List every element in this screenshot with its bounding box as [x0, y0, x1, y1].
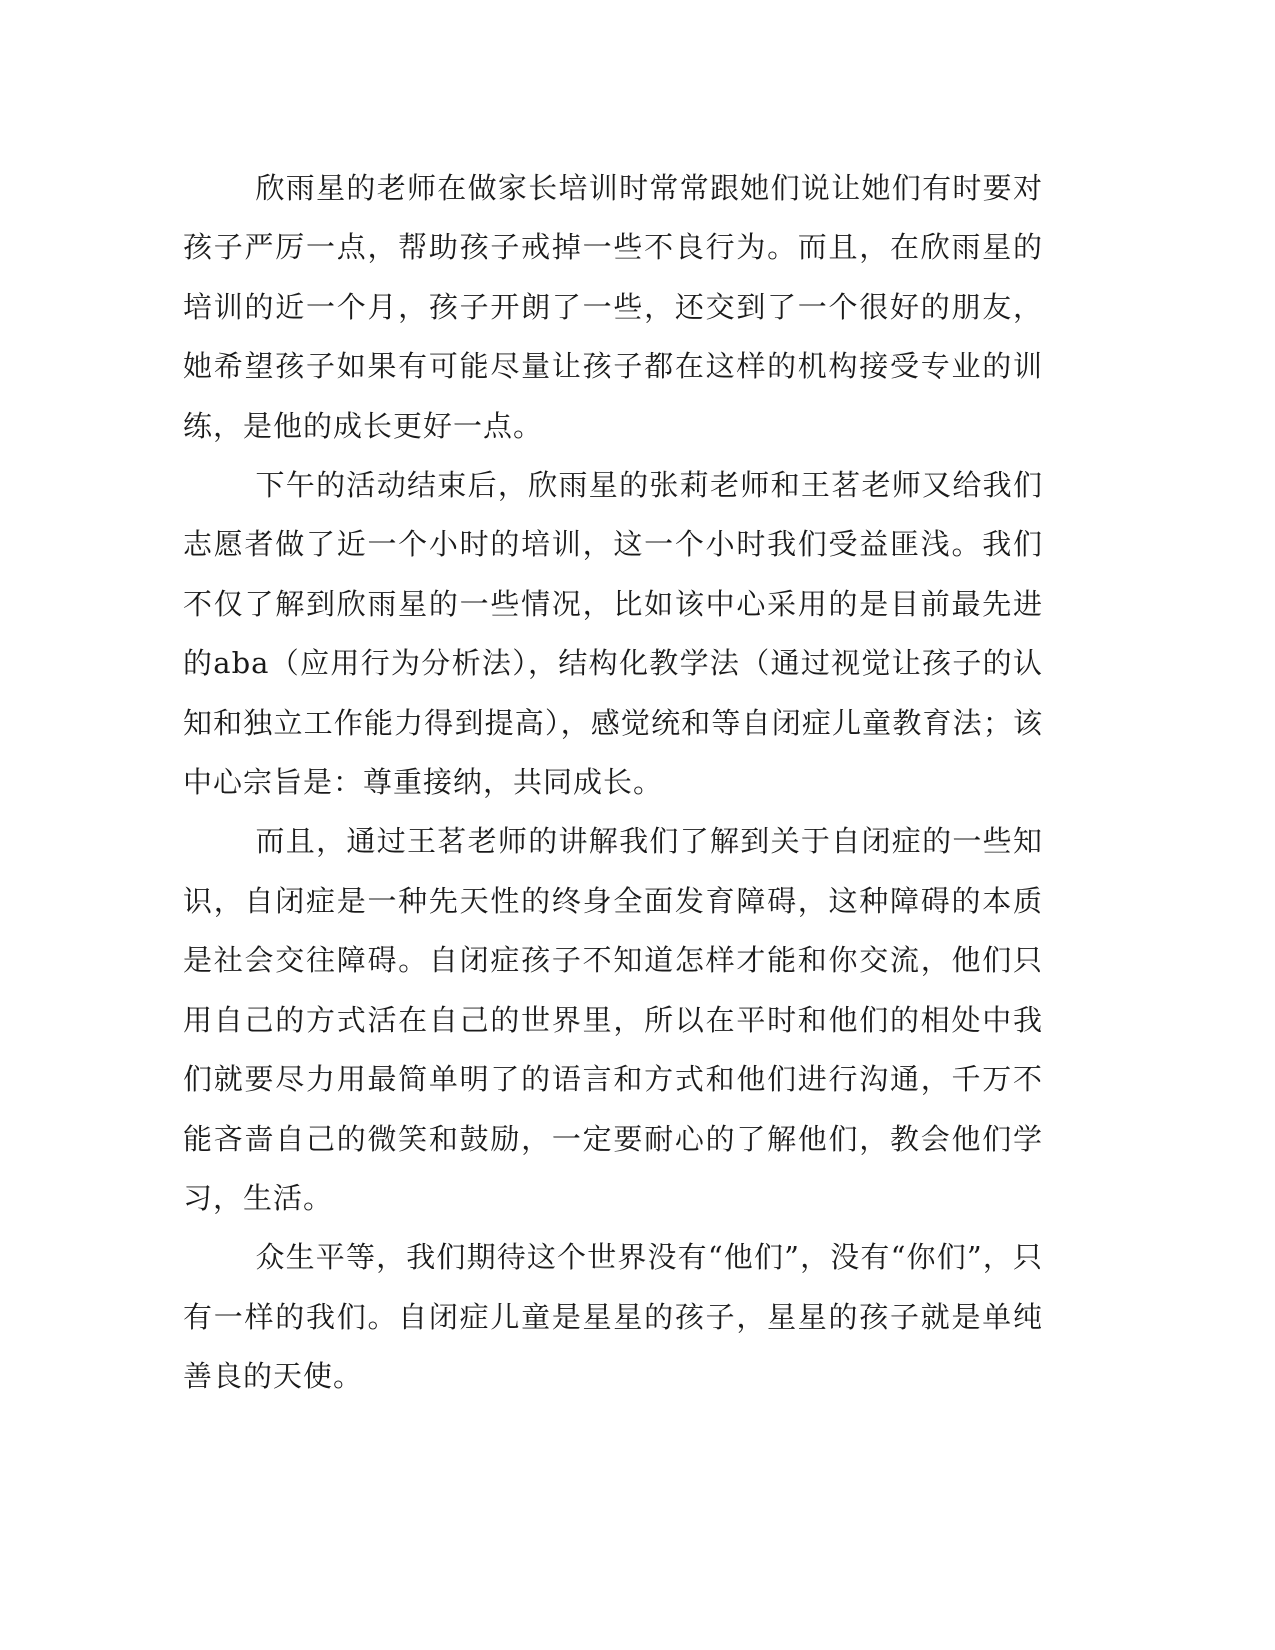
paragraph-conclusion: 众生平等，我们期待这个世界没有“他们”，没有“你们”，只有一样的我们。自闭症儿童是星星的孩子，星星的孩子就是单纯善良的天使。: [183, 1240, 1043, 1394]
paragraph-autism-knowledge: 而且，通过王茗老师的讲解我们了解到关于自闭症的一些知识，自闭症是一种先天性的终身全面发育障碍，这种障碍的本质是社会交往障碍。自闭症孩子不知道怎样才能和你交流，他们只用自己的方式活在自己的世界里，所以在平时和他们的相处中我们就要尽力用最简单明了的语言和方式和他们进行沟通，千万不能吝啬自己的微笑和鼓励，一定要耐心的了解他们，教会他们学习，生活。: [183, 824, 1043, 1215]
document-body: [183, 159, 1043, 1407]
paragraph-volunteer-training: 下午的活动结束后，欣雨星的张莉老师和王茗老师又给我们志愿者做了近一个小时的培训，这一个小时我们受益匪浅。我们不仅了解到欣雨星的一些情况，比如该中心采用的是目前最先进的aba（应用行为分析法），结构化教学法（通过视觉让孩子的认知和独立工作能力得到提高），感觉统和等自闭症儿童教育法；该中心宗旨是：尊重接纳，共同成长。: [183, 468, 1043, 800]
paragraph-parent-training: 欣雨星的老师在做家长培训时常常跟她们说让她们有时要对孩子严厉一点，帮助孩子戒掉一些不良行为。而且，在欣雨星的培训的近一个月，孩子开朗了一些，还交到了一个很好的朋友，她希望孩子如果有可能尽量让孩子都在这样的机构接受专业的训练，是他的成长更好一点。: [183, 171, 1043, 443]
